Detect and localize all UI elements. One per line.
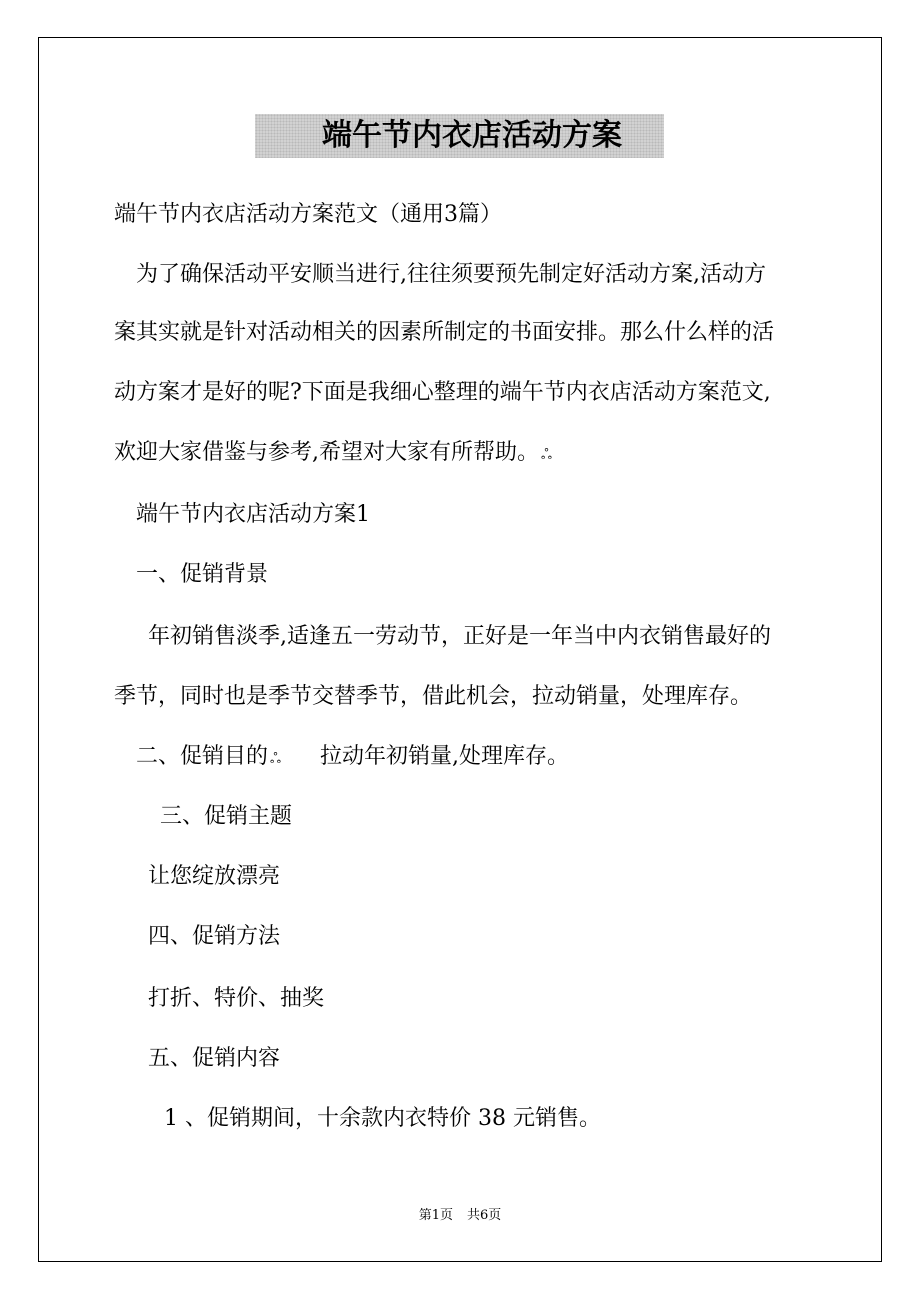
heading-promo-content: 五、促销内容 — [148, 1046, 281, 1071]
promo-goal-text: 拉动年初销量,处理库存。 — [320, 744, 569, 769]
decorative-mark-icon: ஃ — [270, 751, 281, 767]
intro-line-2: 案其实就是针对活动相关的因素所制定的书面安排。那么什么样的活 — [114, 320, 775, 345]
decorative-mark-icon: ஃ — [541, 447, 552, 463]
intro-line-1: 为了确保活动平安顺当进行,往往须要预先制定好活动方案,活动方 — [136, 262, 766, 287]
document-subtitle: 端午节内衣店活动方案范文（通用3篇） — [114, 202, 502, 227]
page-footer — [0, 1206, 920, 1226]
promo-method-text: 打折、特价、抽奖 — [148, 986, 325, 1011]
page-number: 第1页 — [418, 1208, 453, 1223]
intro-line-3: 动方案才是好的呢?下面是我细心整理的端午节内衣店活动方案范文, — [114, 380, 771, 405]
promo-theme-text: 让您绽放漂亮 — [148, 864, 281, 889]
heading-promo-theme: 三、促销主题 — [160, 804, 293, 829]
document-title: 端午节内衣店活动方案 — [322, 118, 622, 153]
page-total: 共6页 — [467, 1208, 502, 1223]
intro-line-4 — [114, 438, 552, 468]
heading-promo-background: 一、促销背景 — [136, 562, 269, 587]
section-title: 端午节内衣店活动方案1 — [136, 502, 370, 527]
background-line-2: 季节，同时也是季节交替季节，借此机会，拉动销量，处理库存。 — [114, 684, 753, 709]
promo-goal-heading-text: 二、促销目的 — [136, 744, 269, 769]
heading-promo-goal — [136, 742, 281, 772]
intro-line-4-text: 欢迎大家借鉴与参考,希望对大家有所帮助。 — [114, 440, 539, 465]
heading-promo-method: 四、促销方法 — [148, 924, 281, 949]
promo-content-item-1: 1 、促销期间，十余款内衣特价 38 元销售。 — [164, 1106, 601, 1131]
background-line-1: 年初销售淡季,适逢五一劳动节，正好是一年当中内衣销售最好的 — [148, 624, 771, 649]
